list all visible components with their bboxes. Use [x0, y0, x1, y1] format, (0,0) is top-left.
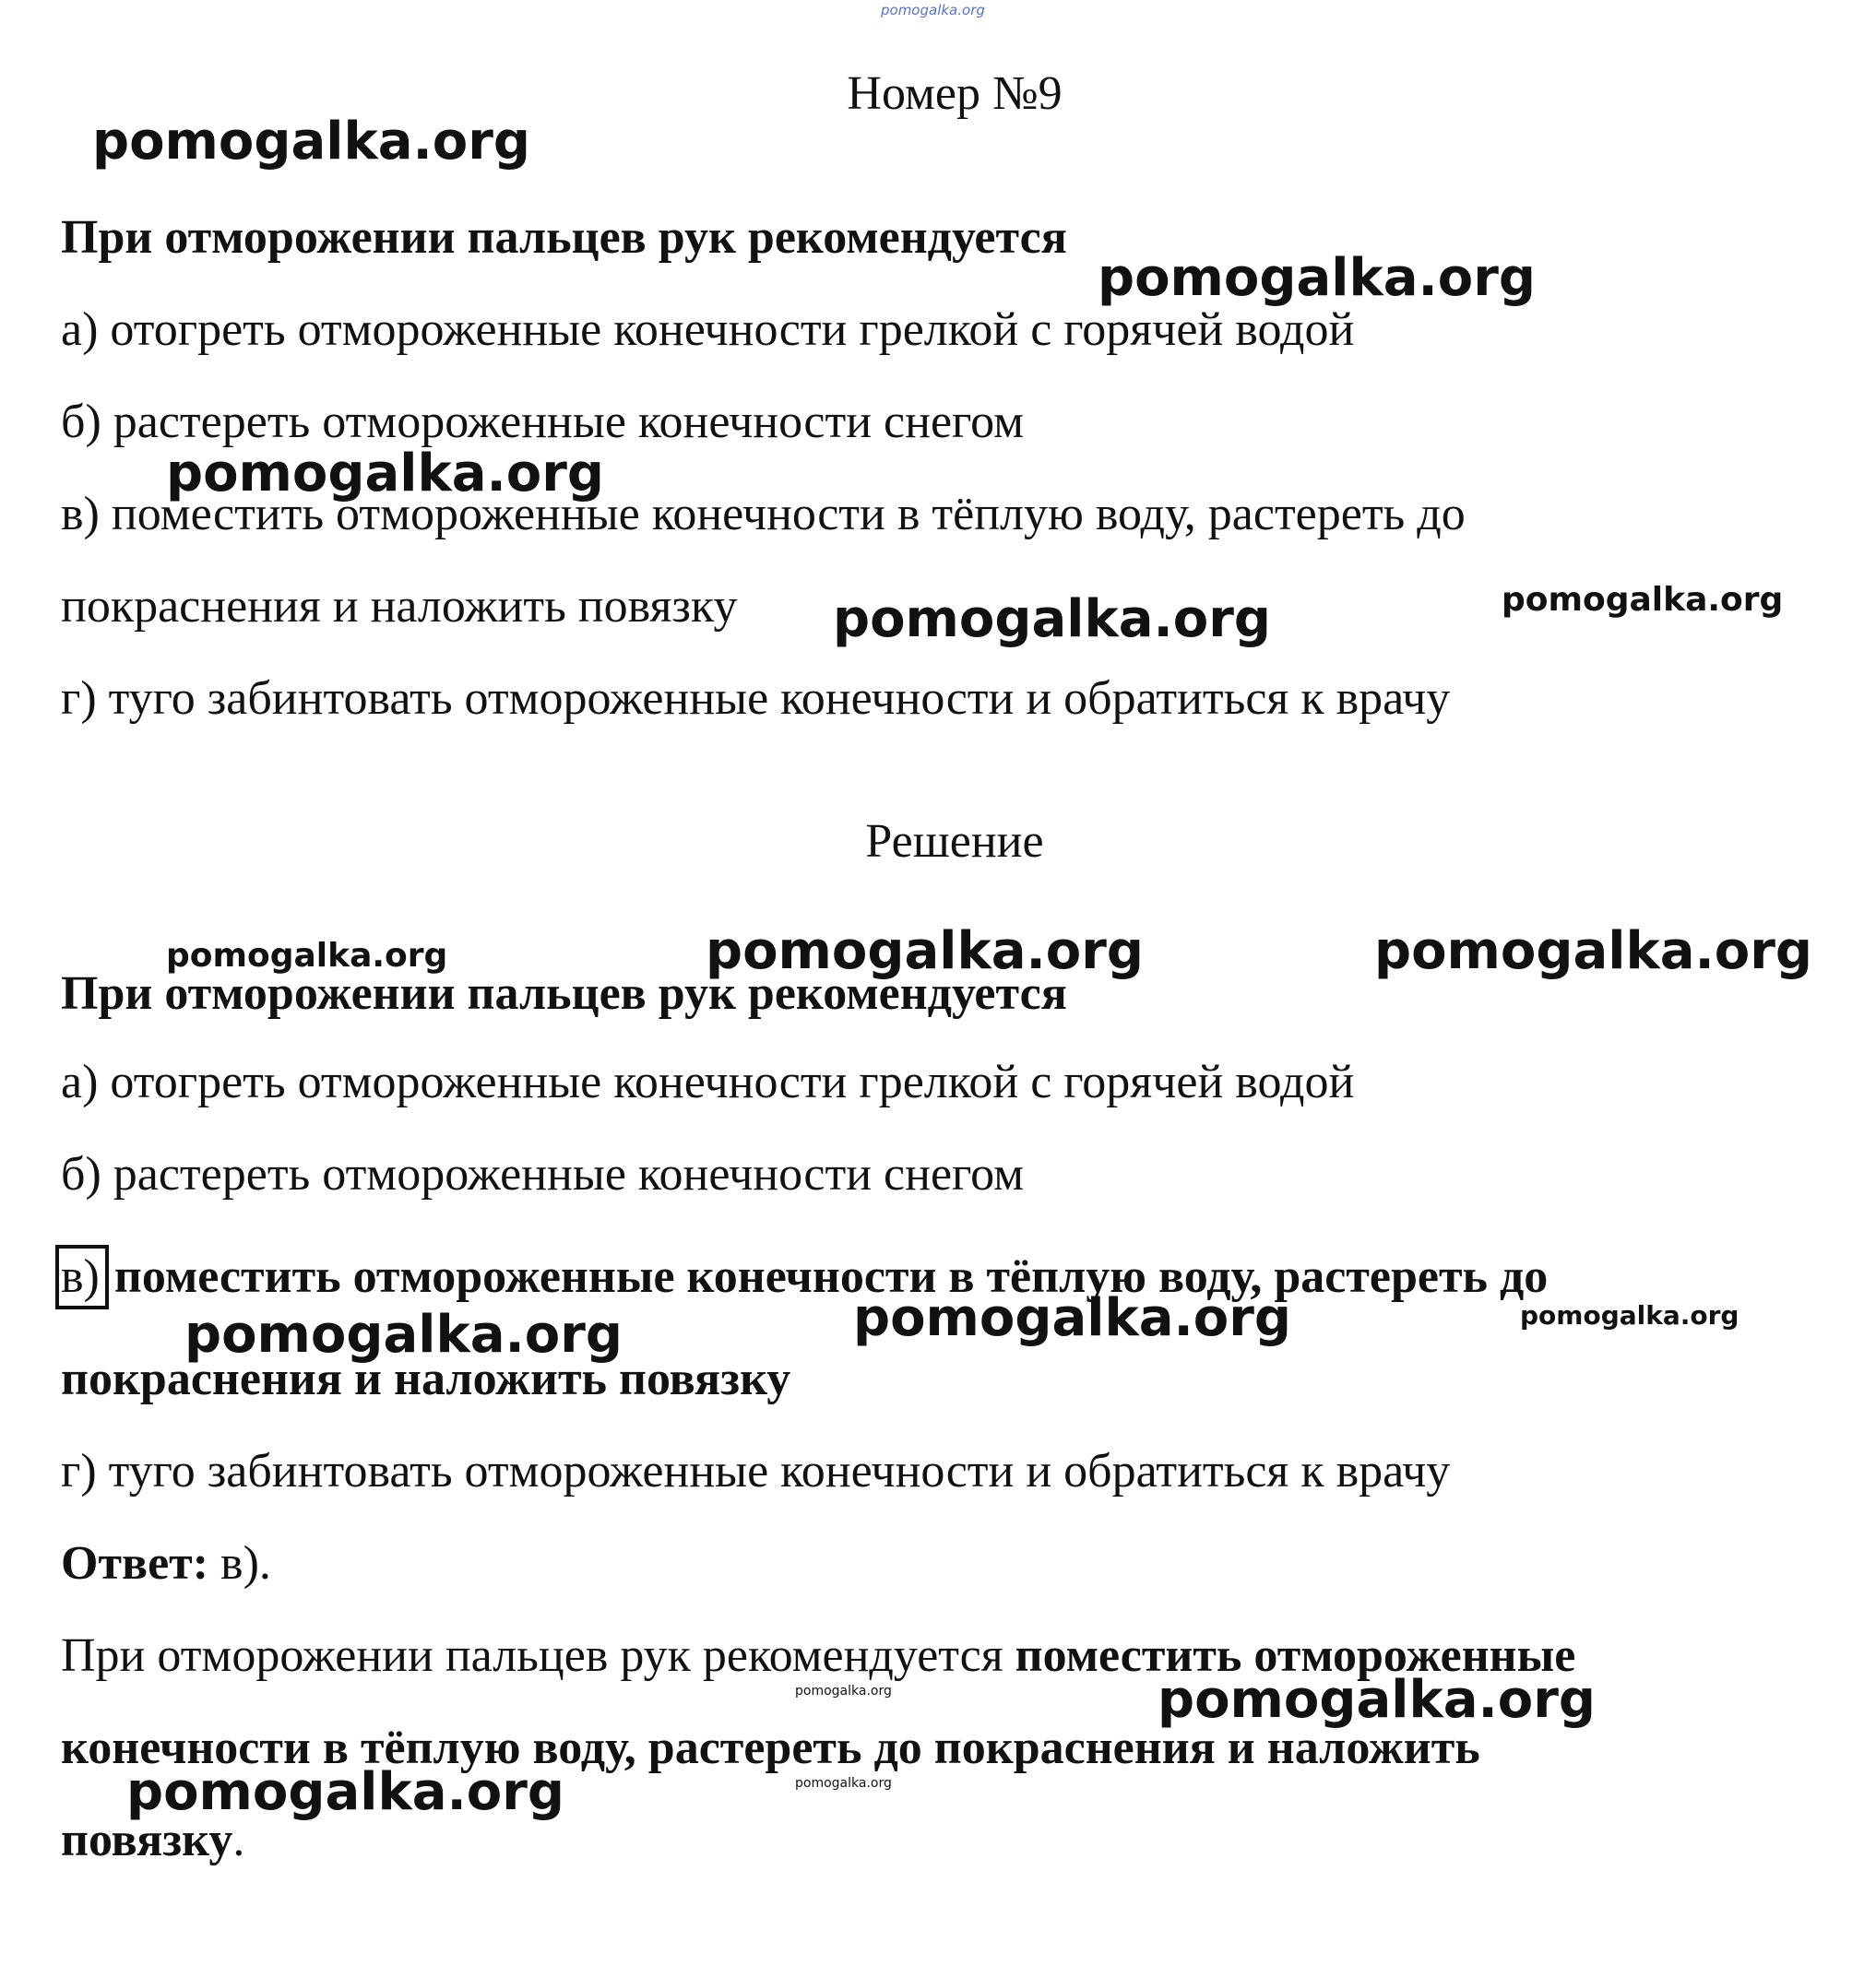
watermark: pomogalka.org	[92, 112, 530, 172]
solution-option-c-line2: покраснения и наложить повязку	[61, 1353, 791, 1405]
solution-option-c-text: поместить отмороженные конечности в тёплую воду, растереть до	[113, 1250, 1549, 1303]
watermark: pomogalka.org	[853, 1288, 1291, 1348]
explanation-plain: При отморожении пальцев рук рекомендуется	[61, 1629, 1015, 1682]
answer-label: Ответ:	[61, 1537, 209, 1590]
site-tag[interactable]: pomogalka.org	[881, 2, 985, 18]
watermark: pomogalka.org	[795, 1684, 892, 1699]
explanation-bold-1: поместить отмороженные	[1015, 1629, 1576, 1682]
watermark: pomogalka.org	[126, 1762, 564, 1822]
watermark: pomogalka.org	[1374, 921, 1812, 981]
solution-option-a: а) отогреть отмороженные конечности грелкой с горячей водой	[61, 1056, 1355, 1108]
answer-value: в).	[208, 1537, 271, 1590]
watermark: pomogalka.org	[795, 1776, 892, 1791]
watermark: pomogalka.org	[166, 937, 448, 975]
watermark: pomogalka.org	[1098, 248, 1536, 308]
solution-heading: Решение	[865, 815, 1044, 868]
question-option-b: б) растереть отмороженные конечности снегом	[61, 396, 1024, 448]
answer-line	[61, 1536, 271, 1592]
watermark: pomogalka.org	[166, 444, 604, 503]
question-prompt: При отморожении пальцев рук рекомендуется	[61, 211, 1067, 264]
question-option-c-line2: покраснения и наложить повязку	[61, 580, 738, 633]
watermark: pomogalka.org	[184, 1305, 623, 1365]
solution-option-d: г) туго забинтовать отмороженные конечности и обратиться к врачу	[61, 1445, 1451, 1498]
explanation-bold-3: повязку	[61, 1814, 233, 1866]
solution-prompt: При отморожении пальцев рук рекомендуется	[61, 967, 1067, 1020]
explanation-end: .	[232, 1814, 245, 1866]
correct-answer-box: в)	[55, 1245, 109, 1309]
watermark: pomogalka.org	[833, 589, 1271, 649]
question-option-d: г) туго забинтовать отмороженные конечности и обратиться к врачу	[61, 672, 1451, 725]
solution-option-c-line1	[61, 1245, 1548, 1309]
explanation-line2: конечности в тёплую воду, растереть до покраснения и наложить	[61, 1722, 1480, 1774]
watermark: pomogalka.org	[1520, 1300, 1739, 1331]
question-option-c-line1: в) поместить отмороженные конечности в тёплую воду, растереть до	[61, 488, 1466, 540]
watermark: pomogalka.org	[706, 921, 1144, 981]
watermark: pomogalka.org	[1158, 1670, 1596, 1730]
page-title: Номер №9	[847, 67, 1063, 120]
question-option-a: а) отогреть отмороженные конечности грелкой с горячей водой	[61, 303, 1355, 356]
watermark: pomogalka.org	[1502, 581, 1784, 619]
solution-option-b: б) растереть отмороженные конечности снегом	[61, 1148, 1024, 1201]
